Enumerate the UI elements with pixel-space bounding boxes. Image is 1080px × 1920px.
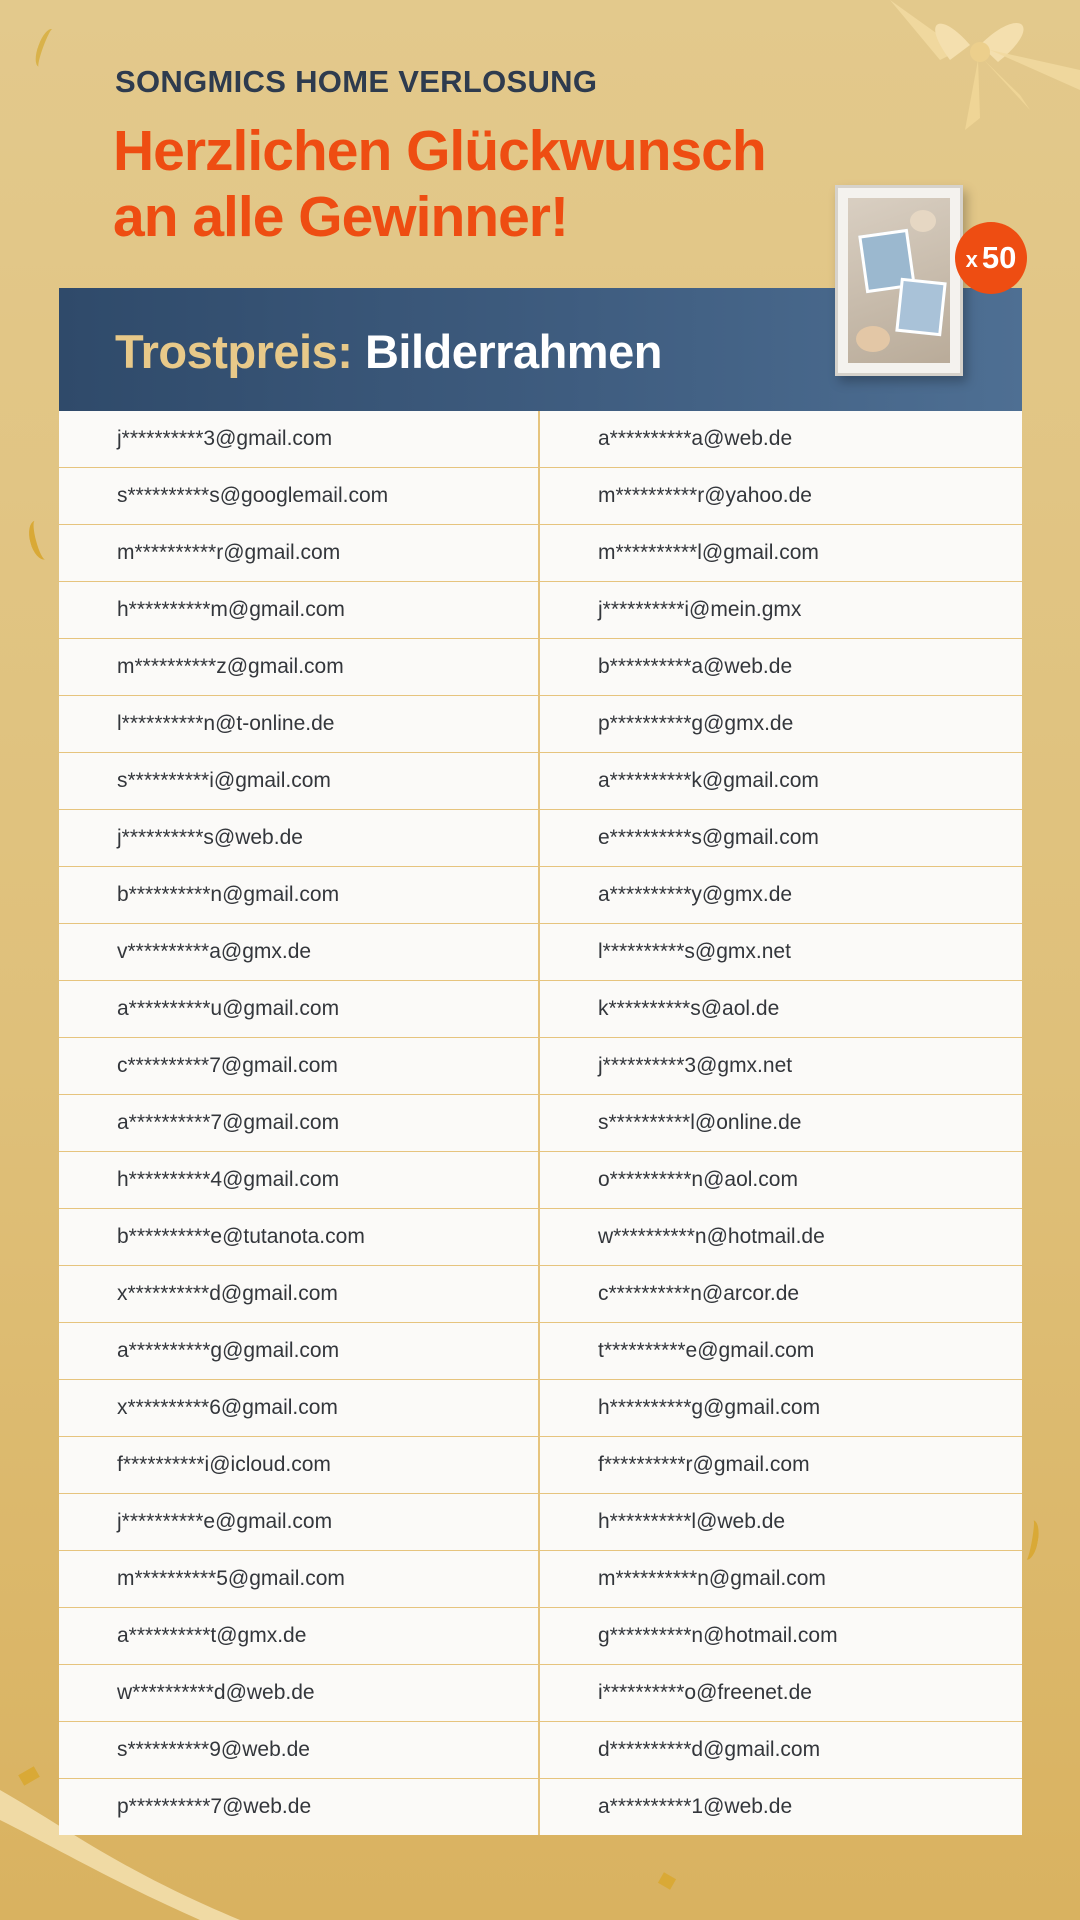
winner-email-right: d**********d@gmail.com [598, 1738, 821, 1761]
winner-email-right: h**********l@web.de [598, 1510, 786, 1533]
table-row [59, 1779, 1022, 1835]
winner-email-left: h**********m@gmail.com [59, 582, 540, 638]
winner-email-right: k**********s@aol.de [598, 997, 780, 1020]
table-row [59, 468, 1022, 525]
winner-email-right: o**********n@aol.com [598, 1168, 798, 1191]
prize-name: Bilderrahmen [364, 325, 662, 378]
winner-email-left: a**********t@gmx.de [59, 1608, 540, 1664]
winner-email-left: b**********e@tutanota.com [59, 1209, 540, 1265]
table-row [59, 1380, 1022, 1437]
table-row [59, 1608, 1022, 1665]
table-row [59, 1722, 1022, 1779]
table-row [59, 1665, 1022, 1722]
winner-email-right: h**********g@gmail.com [598, 1396, 821, 1419]
winner-email-left: x**********6@gmail.com [59, 1380, 540, 1436]
winner-email-left: c**********7@gmail.com [59, 1038, 540, 1094]
headline-line-2: an alle Gewinner! [113, 185, 568, 249]
quantity-badge [955, 222, 1027, 294]
winner-email-right: s**********l@online.de [598, 1111, 802, 1134]
winner-email-right: l**********s@gmx.net [598, 940, 791, 963]
table-row [59, 753, 1022, 810]
table-row [59, 582, 1022, 639]
prize-label: Trostpreis: [115, 325, 353, 378]
winner-email-left: s**********s@googlemail.com [59, 468, 540, 524]
winner-email-right: b**********a@web.de [598, 655, 793, 678]
table-row [59, 696, 1022, 753]
table-row [59, 1323, 1022, 1380]
winner-email-right: m**********n@gmail.com [598, 1567, 826, 1590]
winner-email-left: a**********7@gmail.com [59, 1095, 540, 1151]
winner-email-right: a**********a@web.de [598, 427, 793, 450]
winner-email-right: i**********o@freenet.de [598, 1681, 812, 1704]
winner-email-right: m**********r@yahoo.de [598, 484, 812, 507]
prize-title [115, 324, 662, 379]
winner-email-right: j**********3@gmx.net [598, 1054, 793, 1077]
table-row [59, 525, 1022, 582]
winner-email-left: h**********4@gmail.com [59, 1152, 540, 1208]
table-row [59, 981, 1022, 1038]
winners-table [59, 411, 1022, 1835]
table-row [59, 1038, 1022, 1095]
table-row [59, 411, 1022, 468]
winner-email-left: j**********s@web.de [59, 810, 540, 866]
winner-email-left: a**********g@gmail.com [59, 1323, 540, 1379]
quantity-count: 50 [981, 240, 1017, 275]
winner-email-left: f**********i@icloud.com [59, 1437, 540, 1493]
ribbon-bow-decoration [880, 0, 1080, 130]
winner-email-left: j**********3@gmail.com [59, 411, 540, 467]
winner-email-right: a**********k@gmail.com [598, 769, 819, 792]
confetti-piece [1019, 1519, 1042, 1561]
winner-email-right: j**********i@mein.gmx [598, 598, 802, 621]
winner-email-left: m**********z@gmail.com [59, 639, 540, 695]
table-row [59, 1437, 1022, 1494]
winner-email-left: w**********d@web.de [59, 1665, 540, 1721]
winner-email-right: t**********e@gmail.com [598, 1339, 815, 1362]
table-row [59, 639, 1022, 696]
winner-email-left: s**********9@web.de [59, 1722, 540, 1778]
winner-email-left: s**********i@gmail.com [59, 753, 540, 809]
winner-email-left: p**********7@web.de [59, 1779, 540, 1835]
winner-email-left: b**********n@gmail.com [59, 867, 540, 923]
winner-email-right: w**********n@hotmail.de [598, 1225, 825, 1248]
confetti-piece [32, 27, 60, 70]
winner-email-right: e**********s@gmail.com [598, 826, 819, 849]
table-row [59, 924, 1022, 981]
table-row [59, 1494, 1022, 1551]
winner-email-left: x**********d@gmail.com [59, 1266, 540, 1322]
winner-email-right: f**********r@gmail.com [598, 1453, 810, 1476]
winner-email-left: l**********n@t-online.de [59, 696, 540, 752]
table-row [59, 1551, 1022, 1608]
winner-email-left: v**********a@gmx.de [59, 924, 540, 980]
table-row [59, 867, 1022, 924]
winner-email-right: a**********y@gmx.de [598, 883, 793, 906]
winner-email-right: a**********1@web.de [598, 1795, 793, 1818]
winner-email-right: c**********n@arcor.de [598, 1282, 800, 1305]
table-row [59, 1152, 1022, 1209]
headline-line-1: Herzlichen Glückwunsch [113, 119, 766, 183]
table-row [59, 1209, 1022, 1266]
picture-frame-image [835, 185, 963, 376]
confetti-piece [658, 1872, 676, 1889]
winner-email-right: g**********n@hotmail.com [598, 1624, 838, 1647]
table-row [59, 1095, 1022, 1152]
winner-email-left: m**********5@gmail.com [59, 1551, 540, 1607]
confetti-piece [25, 518, 55, 562]
winner-email-left: j**********e@gmail.com [59, 1494, 540, 1550]
table-row [59, 810, 1022, 867]
quantity-prefix: x [965, 247, 978, 272]
page-headline [113, 118, 833, 250]
winner-email-left: a**********u@gmail.com [59, 981, 540, 1037]
winner-email-right: m**********l@gmail.com [598, 541, 819, 564]
table-row [59, 1266, 1022, 1323]
eyebrow-title: SONGMICS HOME VERLOSUNG [115, 64, 598, 99]
winner-email-right: p**********g@gmx.de [598, 712, 794, 735]
winner-email-left: m**********r@gmail.com [59, 525, 540, 581]
